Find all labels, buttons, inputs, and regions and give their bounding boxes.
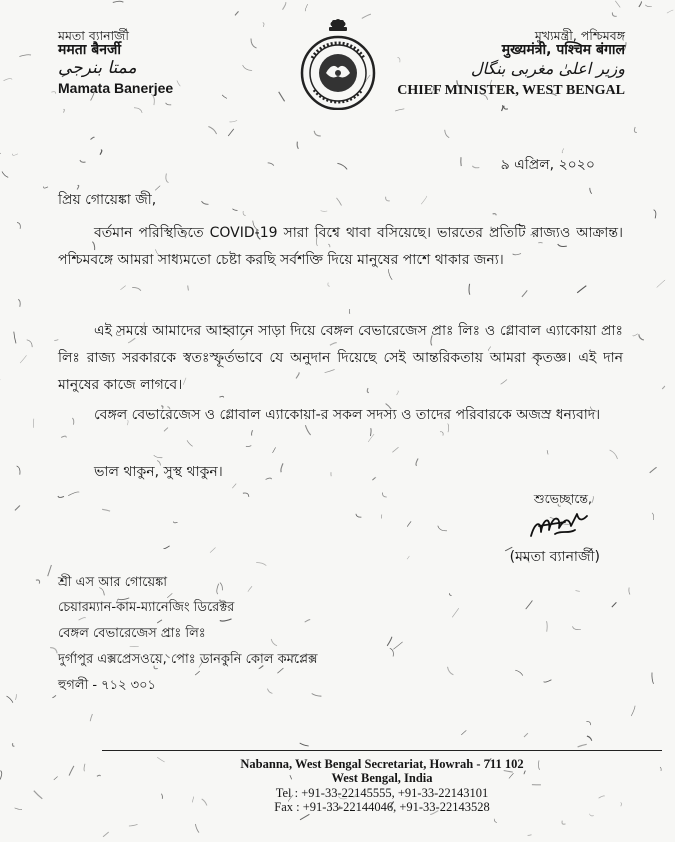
salutation: প্রিয় গোয়েঙ্কা জী,: [58, 192, 157, 208]
paper-fiber: [448, 667, 454, 675]
paper-fiber: [390, 648, 394, 656]
footer-fax: Fax : +91-33-22144046, +91-33-22143528: [274, 800, 490, 814]
paper-fiber: [615, 1, 620, 8]
paper-fiber: [208, 127, 216, 135]
paper-fiber: [321, 211, 328, 212]
paper-fiber: [438, 526, 447, 531]
paper-fiber: [633, 334, 638, 336]
paper-fiber: [576, 591, 580, 592]
paper-fiber: [300, 743, 309, 746]
paragraph-1-text: বর্তমান পরিস্থিতিতে COVID-19 সারা বিশ্বে থাবা বসিয়েছে। ভারতের প্রতিটি রাজ্যও আক্রান্ত। পশ্চিমবঙ্গে আমরা সাধ্যমতো চেষ্টা করছি সর্বশক্তি দিয়ে মানুষের পাশে থাকার জন্য।: [58, 225, 623, 268]
paper-fiber: [610, 450, 618, 459]
paper-fiber: [129, 824, 138, 826]
paper-fiber: [279, 92, 285, 102]
paper-fiber: [48, 565, 52, 576]
paper-fiber: [230, 121, 238, 122]
paper-fiber: [248, 586, 252, 592]
paper-fiber: [562, 821, 565, 825]
paper-fiber: [19, 55, 31, 57]
paper-fiber: [188, 286, 189, 291]
footer-address-line-2: West Bengal, India: [331, 771, 433, 785]
recipient-line-1: শ্রী এস আর গোয়েঙ্কা: [58, 575, 168, 590]
paper-fiber: [440, 432, 443, 436]
paper-fiber: [629, 588, 630, 595]
paper-fiber: [449, 593, 451, 595]
paper-fiber: [12, 154, 18, 155]
paper-fiber: [297, 142, 298, 149]
letter-date: ৯ এপ্রিল, ২০২০: [500, 157, 595, 173]
paragraph-2: [58, 318, 623, 399]
paper-fiber: [407, 556, 409, 559]
paper-fiber: [243, 65, 253, 70]
paper-fiber: [251, 430, 252, 435]
paper-fiber: [16, 694, 17, 700]
title-bengali: মুখ্যমন্ত্রী, পশ্চিমবঙ্গ: [534, 28, 625, 43]
paragraph-1: [58, 220, 623, 274]
name-english: Mamata Banerjee: [58, 80, 174, 96]
paper-fiber: [524, 733, 528, 737]
paper-fiber: [612, 12, 616, 16]
paper-fiber: [222, 95, 227, 99]
recipient-line-5: হুগলী - ৭১২ ৩০১: [58, 678, 156, 693]
name-urdu: ممتا بنرجی: [58, 58, 137, 78]
paper-fiber: [164, 546, 170, 549]
paper-fiber: [461, 730, 466, 735]
paper-fiber: [263, 23, 264, 27]
paper-fiber: [268, 163, 274, 166]
paper-fiber: [528, 835, 532, 836]
paper-fiber: [195, 824, 199, 833]
paper-fiber: [243, 493, 249, 497]
title-hindi: मुख्यमंत्री, पश्चिम बंगाल: [501, 42, 625, 58]
paper-fiber: [612, 602, 617, 607]
paper-fiber: [393, 642, 402, 649]
paper-fiber: [15, 808, 22, 810]
name-bengali: মমতা ব্যানার্জী: [58, 28, 129, 43]
paper-fiber: [652, 513, 654, 520]
paper-fiber: [173, 522, 177, 523]
paper-fiber: [654, 210, 656, 219]
paper-fiber: [91, 137, 95, 139]
paragraph-3: [58, 402, 623, 429]
paper-fiber: [266, 478, 272, 479]
paper-fiber: [445, 130, 450, 138]
paper-fiber: [246, 446, 251, 447]
paper-fiber: [51, 92, 55, 94]
paper-fiber: [337, 163, 347, 169]
recipient-line-3: বেঙ্গল বেভারেজেস প্রাঃ লিঃ: [58, 626, 206, 641]
paper-fiber: [84, 764, 85, 772]
paper-fiber: [113, 1, 124, 2]
paper-fiber: [547, 450, 548, 454]
paper-fiber: [120, 286, 125, 290]
paper-fiber: [631, 706, 635, 716]
paper-fiber: [372, 477, 375, 480]
footer-address: [102, 757, 662, 814]
footer-address-line-1: Nabanna, West Bengal Secretariat, Howrah - 711 102: [240, 757, 524, 771]
paper-fiber: [27, 340, 33, 347]
paper-fiber: [547, 621, 548, 632]
paper-fiber: [592, 496, 594, 503]
paper-fiber: [356, 514, 362, 517]
paper-fiber: [652, 673, 654, 684]
paper-fiber: [577, 286, 586, 293]
paper-fiber: [17, 466, 20, 475]
paper-fiber: [7, 696, 13, 703]
paper-fiber: [493, 214, 497, 216]
paper-fiber: [243, 211, 246, 216]
paper-fiber: [195, 671, 200, 675]
paper-fiber: [12, 743, 14, 746]
paper-fiber: [0, 151, 1, 154]
paper-fiber: [590, 188, 592, 194]
paper-fiber: [256, 563, 266, 566]
paper-fiber: [232, 484, 236, 489]
paper-fiber: [2, 172, 8, 178]
paper-fiber: [650, 467, 657, 473]
paper-fiber: [407, 521, 411, 526]
paper-fiber: [526, 601, 533, 610]
paper-fiber: [281, 463, 283, 472]
paper-fiber: [15, 506, 20, 511]
paragraph-3-text: বেঙ্গল বেভারেজেস ও গ্লোবাল এ্যাকোয়া-র সকল সদস্য ও তাদের পরিবারকে অজস্র ধন্যবাদ।: [94, 407, 601, 423]
signer-name: (মমতা ব্যানার্জী): [509, 549, 600, 565]
paper-fiber: [44, 187, 48, 189]
paper-fiber: [522, 290, 527, 297]
paper-fiber: [368, 434, 374, 442]
paper-fiber: [103, 832, 109, 837]
recipient-line-4: দুর্গাপুর এক্সপ্রেসওয়ে, পোঃ ডানকুনি কোল কমপ্লেক্স: [58, 652, 318, 667]
paper-fiber: [283, 2, 286, 10]
paragraph-2-text: এই সময়ে আমাদের আহ্বানে সাড়া দিয়ে বেঙ্গল বেভারেজেস প্রাঃ লিঃ ও গ্লোবাল এ্যাকোয়া প্রাঃ লিঃ রাজ্য সরকারকে স্বতঃস্ফূর্তভাবে যে অনুদান দিয়েছে সেই আন্তরিকতায় আমরা কৃতজ্ঞ। এই দান মানুষের কাজে লাগবে।: [58, 323, 623, 393]
paper-fiber: [90, 714, 92, 721]
state-emblem-icon: [296, 18, 380, 110]
paper-fiber: [469, 284, 470, 295]
title-urdu: وزیر اعلیٰ مغربی بنگال: [470, 59, 625, 78]
paper-fiber: [166, 103, 172, 105]
paper-fiber: [102, 509, 110, 511]
paper-fiber: [0, 771, 2, 780]
paper-fiber: [80, 160, 86, 162]
paper-fiber: [217, 584, 219, 594]
paper-fiber: [220, 619, 232, 621]
paper-fiber: [233, 209, 238, 211]
paper-fiber: [50, 648, 57, 654]
paper-fiber: [502, 106, 503, 111]
footer-divider: [102, 750, 662, 751]
paper-fiber: [387, 637, 392, 646]
paper-fiber: [472, 166, 479, 168]
paper-fiber: [662, 386, 664, 389]
paper-fiber: [4, 79, 13, 81]
paper-fiber: [251, 39, 257, 49]
paper-fiber: [452, 608, 459, 617]
paper-fiber: [61, 436, 66, 437]
paper-fiber: [386, 197, 390, 201]
paper-fiber: [337, 198, 342, 206]
paper-fiber: [157, 620, 162, 623]
paper-fiber: [590, 814, 594, 816]
paper-fiber: [328, 283, 330, 287]
paper-fiber: [645, 5, 652, 7]
paper-fiber: [639, 334, 644, 340]
paper-fiber: [515, 670, 523, 675]
handwritten-signature: [525, 508, 595, 542]
paper-fiber: [395, 109, 404, 111]
paper-fiber: [639, 2, 641, 7]
paper-fiber: [573, 626, 581, 629]
paper-fiber: [220, 583, 223, 591]
paper-fiber: [134, 108, 142, 113]
paper-fiber: [268, 689, 273, 694]
paper-fiber: [68, 492, 79, 496]
paper-fiber: [53, 695, 56, 697]
paper-fiber: [63, 109, 64, 112]
paper-fiber: [18, 299, 20, 307]
paper-fiber: [202, 201, 209, 204]
paper-fiber: [416, 459, 418, 466]
paper-fiber: [312, 694, 322, 697]
paper-fiber: [314, 131, 321, 136]
paper-fiber: [667, 10, 673, 13]
paper-fiber: [273, 447, 276, 453]
paper-fiber: [382, 493, 386, 498]
paper-fiber: [305, 620, 311, 623]
paper-fiber: [587, 736, 592, 741]
paper-fiber: [34, 791, 43, 799]
paper-fiber: [494, 819, 497, 823]
title-english: CHIEF MINISTER, WEST BENGAL: [397, 83, 625, 98]
paper-fiber: [392, 447, 398, 452]
paper-fiber: [54, 777, 58, 780]
paper-fiber: [421, 196, 427, 204]
paper-fiber: [634, 127, 636, 133]
paper-fiber: [177, 81, 180, 87]
paper-fiber: [228, 129, 234, 136]
paper-fiber: [586, 722, 590, 726]
paper-fiber: [100, 150, 102, 155]
paper-fiber: [544, 680, 552, 682]
paper-fiber: [132, 287, 141, 290]
paper-fiber: [657, 280, 665, 288]
paper-fiber: [166, 174, 169, 183]
closing-line: ভাল থাকুন, সুস্থ থাকুন।: [94, 464, 223, 480]
letterhead-right: [397, 28, 625, 98]
paper-fiber: [36, 580, 40, 584]
footer-telephone: Tel : +91-33-22145555, +91-33-22143101: [275, 786, 489, 800]
paper-fiber: [300, 814, 309, 820]
paper-fiber: [578, 744, 587, 747]
paper-fiber: [17, 223, 20, 229]
paper-fiber: [370, 428, 371, 436]
paper-fiber: [69, 766, 74, 776]
paper-fiber: [504, 106, 508, 109]
paper-fiber: [58, 496, 64, 497]
paper-fiber: [154, 455, 163, 458]
paper-fiber: [14, 332, 16, 344]
paper-fiber: [210, 548, 216, 553]
paper-fiber: [271, 639, 277, 646]
paper-fiber: [187, 440, 193, 446]
letterhead-left: [58, 28, 173, 96]
best-wishes: শুভেচ্ছান্তে,: [533, 491, 592, 506]
paper-fiber: [305, 4, 308, 11]
paper-fiber: [20, 355, 26, 363]
paper-fiber: [235, 11, 239, 15]
name-hindi: ममता बैनर्जी: [58, 42, 122, 58]
recipient-line-2: চেয়ারম্যান-কাম-ম্যানেজিং ডিরেক্টর: [58, 600, 235, 615]
paper-fiber: [97, 775, 100, 776]
